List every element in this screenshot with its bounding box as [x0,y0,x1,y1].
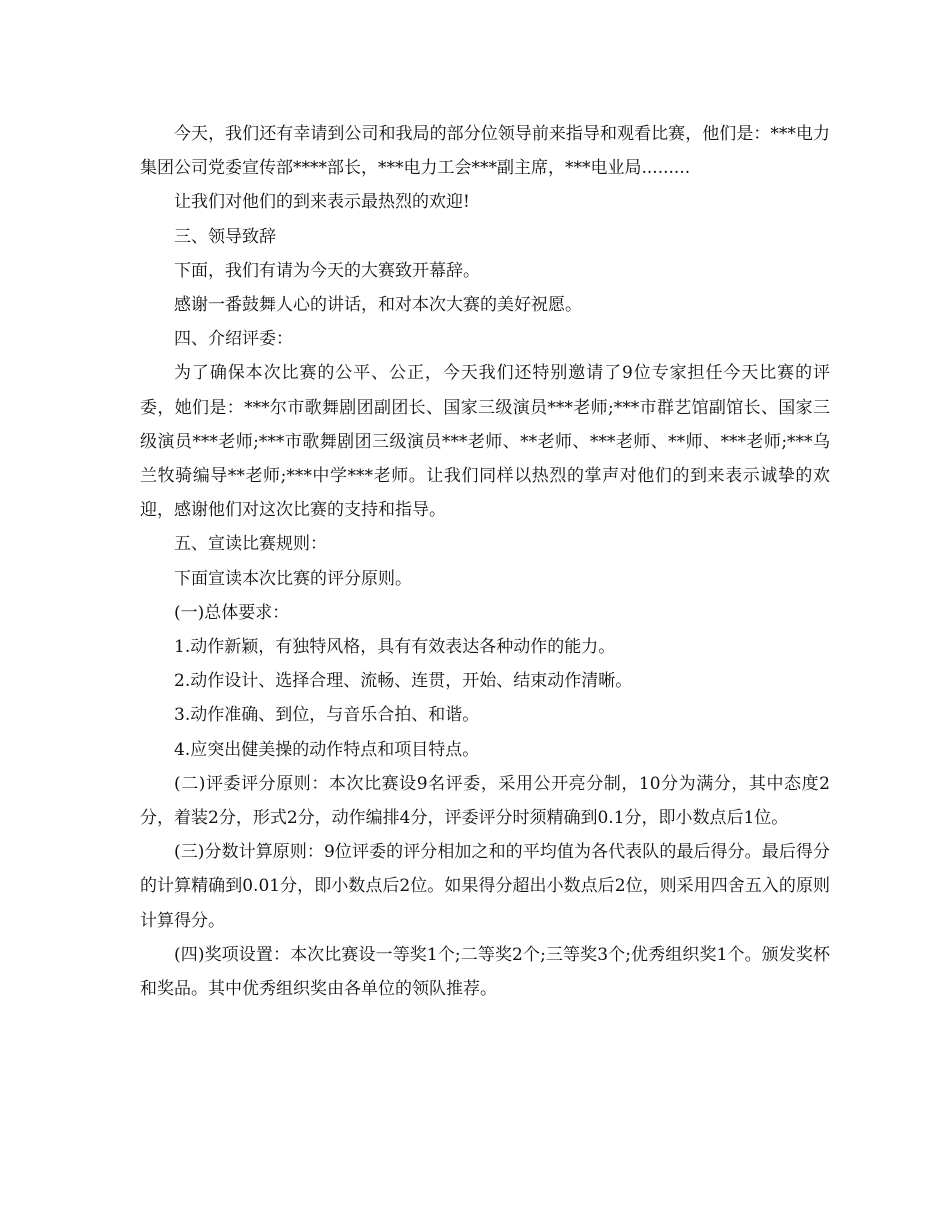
list-item-requirement-2: 2.动作设计、选择合理、流畅、连贯，开始、结束动作清晰。 [174,671,633,692]
paragraph-welcome-applause: 让我们对他们的到来表示最热烈的欢迎! [174,192,470,213]
paragraph-judges-list: 为了确保本次比赛的公平、公正，今天我们还特别邀请了9位专家担任今天比赛的评委，她们是：***尔市歌舞剧团副团长、国家三级演员***老师;***市群艺馆副馆长、国家三级演员***老师;***市歌舞剧团三级演员***老师、**老师、***老师、**师、***老师;***乌兰牧骑编导**老师;***中学***老师。让我们同样以热烈的掌声对他们的到来表示诚挚的欢迎，感谢他们对这次比赛的支持和指导。 [140,363,830,521]
paragraph-welcome-guests: 今天，我们还有幸请到公司和我局的部分位领导前来指导和观看比赛，他们是：***电力集团公司党委宣传部****部长，***电力工会***副主席，***电业局......... [140,124,830,179]
list-item-requirement-4: 4.应突出健美操的动作特点和项目特点。 [174,739,480,760]
heading-leader-speech: 三、领导致辞 [174,226,276,247]
paragraph-rules-intro: 下面宣读本次比赛的评分原则。 [174,568,412,589]
document-body [140,117,830,1006]
heading-general-requirements: (一)总体要求： [174,602,290,623]
list-item-requirement-3: 3.动作准确、到位，与音乐合拍、和谐。 [174,705,480,726]
paragraph-thanks-speech: 感谢一番鼓舞人心的讲话，和对本次大赛的美好祝愿。 [174,295,582,316]
paragraph-score-calculation: (三)分数计算原则：9位评委的评分相加之和的平均值为各代表队的最后得分。最后得分的计算精确到0.01分，即小数点后2位。如果得分超出小数点后2位，则采用四舍五入的原则计算得分。 [140,842,830,931]
heading-read-rules: 五、宣读比赛规则： [174,534,327,555]
paragraph-scoring-principle: (二)评委评分原则：本次比赛设9名评委，采用公开亮分制，10分为满分，其中态度2分，着装2分，形式2分，动作编排4分，评委评分时须精确到0.1分，即小数点后1位。 [140,773,830,829]
heading-introduce-judges: 四、介绍评委： [174,329,293,350]
paragraph-invite-opening: 下面，我们有请为今天的大赛致开幕辞。 [174,260,480,281]
list-item-requirement-1: 1.动作新颖，有独特风格，具有有效表达各种动作的能力。 [174,637,616,658]
paragraph-awards: (四)奖项设置：本次比赛设一等奖1个;二等奖2个;三等奖3个;优秀组织奖1个。颁发奖杯和奖品。其中优秀组织奖由各单位的领队推荐。 [140,944,830,1000]
